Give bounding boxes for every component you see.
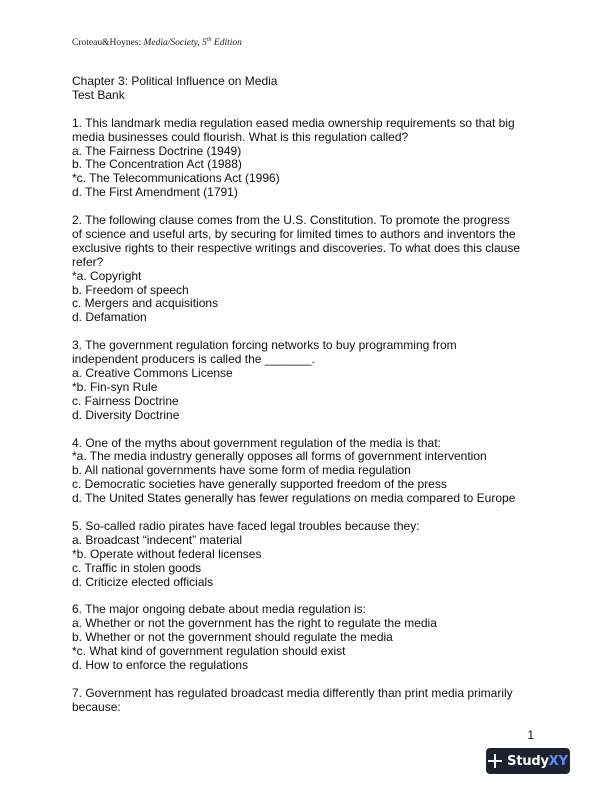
- question-stem-line: 2. The following clause comes from the U.S. Constitution. To promote the progress: [72, 213, 510, 228]
- question-stem-line: independent producers is called the _______.: [72, 352, 315, 367]
- question-list: [72, 117, 542, 715]
- question-stem-line: of science and useful arts, by securing for limited times to authors and inventors the: [72, 226, 516, 241]
- answer-option: a. Whether or not the government has the right to regulate the media: [72, 616, 437, 631]
- studyxy-badge[interactable]: [486, 748, 570, 774]
- question-6: [72, 603, 542, 673]
- answer-option: d. The First Amendment (1791): [72, 185, 238, 200]
- answer-option: a. Creative Commons License: [72, 365, 233, 380]
- question-stem-line: 7. Government has regulated broadcast media differently than print media primarily: [72, 685, 513, 700]
- chapter-title: Chapter 3: Political Influence on Media: [72, 74, 278, 88]
- question-stem-line: 5. So-called radio pirates have faced legal troubles because they:: [72, 518, 420, 533]
- question-1: [72, 117, 542, 200]
- question-stem-line: 4. One of the myths about government regulation of the media is that:: [72, 435, 441, 450]
- answer-option: d. Diversity Doctrine: [72, 407, 180, 422]
- answer-option: *b. Operate without federal licenses: [72, 546, 262, 561]
- header-book: Media/Society, 5th Edition: [143, 36, 242, 48]
- answer-option: *b. Fin-syn Rule: [72, 379, 158, 394]
- question-stem-line: media businesses could flourish. What is this regulation called?: [72, 129, 409, 144]
- answer-option: b. The Concentration Act (1988): [72, 157, 242, 172]
- answer-option: *c. What kind of government regulation should exist: [72, 644, 346, 659]
- question-4: [72, 437, 542, 507]
- answer-option: d. The United States generally has fewer regulations on media compared to Europe: [72, 491, 516, 506]
- question-stem-line: 6. The major ongoing debate about media regulation is:: [72, 602, 366, 617]
- answer-option: *c. The Telecommunications Act (1996): [72, 171, 280, 186]
- answer-option: c. Democratic societies have generally supported freedom of the press: [72, 477, 447, 492]
- question-stem-line: exclusive rights to their respective writings and discoveries. To what does this clause: [72, 240, 520, 255]
- answer-option: b. Freedom of speech: [72, 282, 189, 297]
- page-number: 1: [527, 728, 534, 742]
- answer-option: d. Criticize elected officials: [72, 574, 214, 589]
- answer-option: a. Broadcast “indecent” material: [72, 532, 243, 547]
- question-2: [72, 214, 542, 325]
- question-7: [72, 687, 542, 715]
- answer-option: *a. Copyright: [72, 268, 142, 283]
- answer-option: c. Traffic in stolen goods: [72, 560, 202, 575]
- question-stem-line: because:: [72, 699, 121, 714]
- question-stem-line: refer?: [72, 254, 104, 269]
- question-5: [72, 520, 542, 590]
- header-edition-sup: th: [206, 36, 212, 43]
- test-bank-subtitle: Test Bank: [72, 87, 125, 102]
- question-stem-line: 1. This landmark media regulation eased media ownership requirements so that big: [72, 115, 515, 130]
- answer-option: *a. The media industry generally opposes all forms of government intervention: [72, 449, 487, 464]
- header-authors: Croteau&Hoynes:: [72, 38, 144, 48]
- test-bank-content: [72, 75, 542, 728]
- question-3: [72, 339, 542, 422]
- answer-option: c. Mergers and acquisitions: [72, 296, 219, 311]
- answer-option: b. Whether or not the government should regulate the media: [72, 630, 393, 645]
- answer-option: b. All national governments have some form of media regulation: [72, 463, 411, 478]
- answer-option: d. Defamation: [72, 310, 147, 325]
- answer-option: a. The Fairness Doctrine (1949): [72, 143, 242, 158]
- running-header: [72, 38, 242, 48]
- answer-option: d. How to enforce the regulations: [72, 657, 249, 672]
- answer-option: c. Fairness Doctrine: [72, 393, 179, 408]
- spacer: [72, 103, 542, 117]
- studyxy-logo: StudyXY: [507, 753, 568, 769]
- question-stem-line: 3. The government regulation forcing networks to buy programming from: [72, 338, 457, 353]
- plus-icon: [488, 754, 502, 768]
